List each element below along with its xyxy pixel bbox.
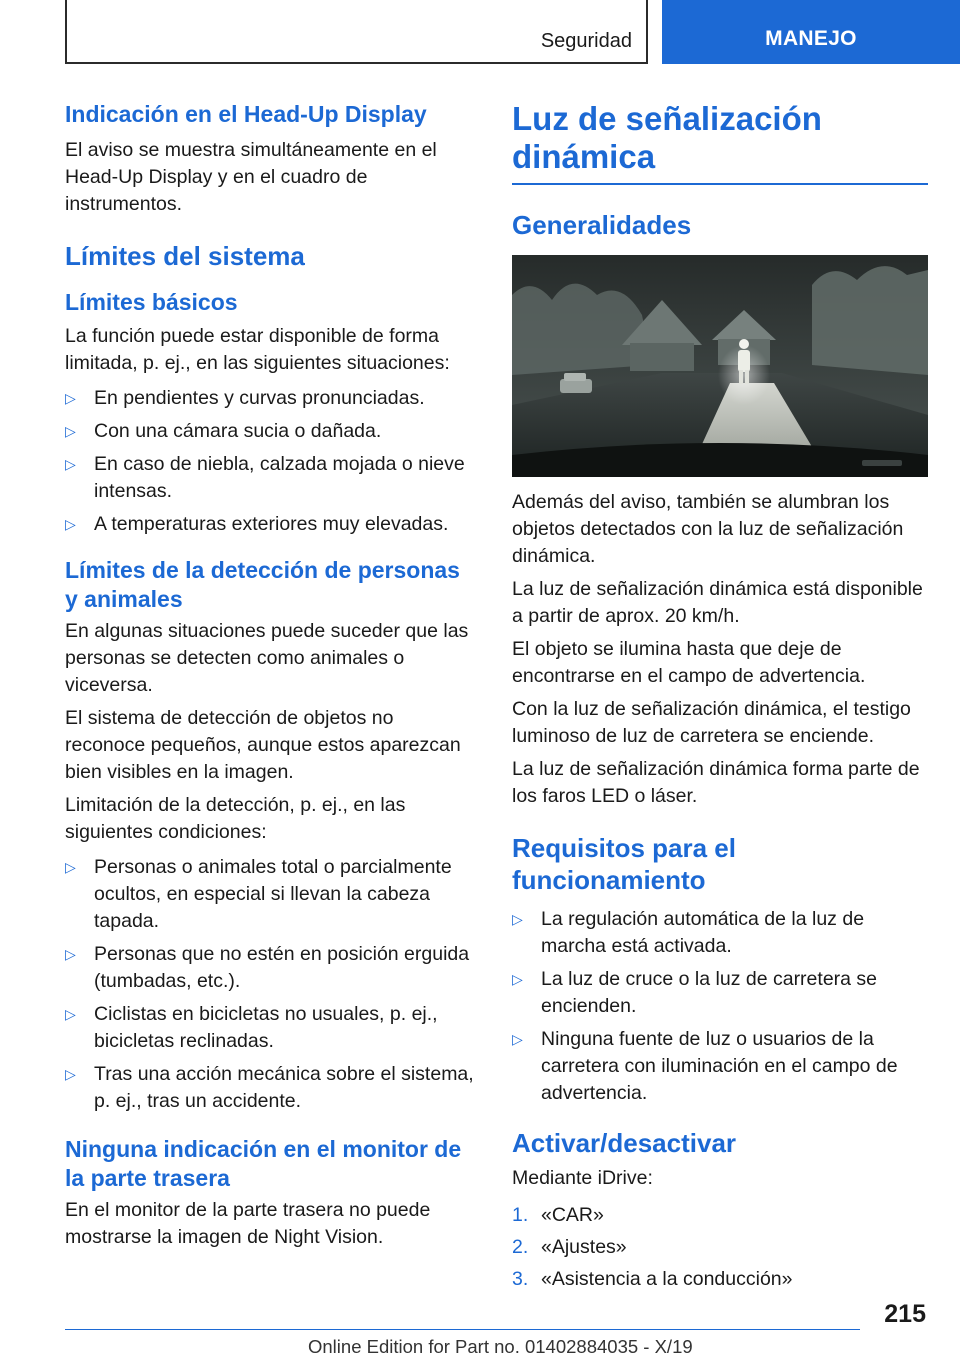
triangle-bullet-icon: ▷ [512,911,523,927]
paragraph-basic-limits: La función puede estar disponible de forma limitada, p. ej., en las siguientes situaciones: [65,325,450,374]
page-number: 215 [884,1300,926,1328]
triangle-bullet-icon: ▷ [65,390,76,406]
list-item: ▷ Tras una acción mecánica sobre el sistema, p. ej., tras un accidente. [65,1063,474,1112]
page-title: Luz de señalización dinámica [512,100,822,175]
triangle-bullet-icon: ▷ [65,946,76,962]
basic-limits-list [65,385,477,538]
list-item: 2. «Ajustes» [512,1234,928,1261]
chapter-tab: MANEJO [662,0,960,64]
detection-limits-list [65,854,477,1115]
night-vision-illustration [512,255,928,477]
running-header-box [65,0,648,64]
heading-system-limits: Límites del sistema [65,241,305,271]
paragraph-detection-1: En algunas situaciones puede suceder que las personas se detecten como animales o viceversa. [65,620,469,696]
list-item: ▷ Ciclistas en bicicletas no usuales, p. ej., bicicletas reclinadas. [65,1003,438,1052]
list-item: ▷ A temperaturas exteriores muy elevadas. [65,511,477,538]
title-rule [512,183,928,185]
footer-rule [65,1329,860,1330]
list-item: 1. «CAR» [512,1202,928,1229]
triangle-bullet-icon: ▷ [65,516,76,532]
step-number: 1. [512,1204,529,1226]
paragraph-general-4: Con la luz de señalización dinámica, el testigo luminoso de luz de carretera se enciende. [512,698,911,747]
heading-basic-limits: Límites básicos [65,289,238,315]
heading-rear-monitor: Ninguna indicación en el monitor de la parte trasera [65,1136,462,1191]
list-item: ▷ Ninguna fuente de luz o usuarios de la carretera con iluminación en el campo de advertencia. [512,1028,898,1104]
paragraph-detection-3: Limitación de la detección, p. ej., en las siguientes condiciones: [65,794,406,843]
paragraph-head-up: El aviso se muestra simultáneamente en el Head-Up Display y en el cuadro de instrumentos. [65,139,437,215]
step-number: 3. [512,1268,529,1290]
section-title: Seguridad [540,30,632,52]
paragraph-rear-monitor: En el monitor de la parte trasera no puede mostrarse la imagen de Night Vision. [65,1199,431,1248]
heading-detection-limits: Límites de la detección de personas y animales [65,557,460,612]
paragraph-general-3: El objeto se ilumina hasta que deje de encontrarse en el campo de advertencia. [512,638,866,687]
triangle-bullet-icon: ▷ [65,1066,76,1082]
triangle-bullet-icon: ▷ [65,423,76,439]
triangle-bullet-icon: ▷ [512,1031,523,1047]
list-item: ▷ Con una cámara sucia o dañada. [65,418,477,445]
triangle-bullet-icon: ▷ [512,971,523,987]
step-number: 2. [512,1236,529,1258]
paragraph-general-1: Además del aviso, también se alumbran los objetos detectados con la luz de señalización dinámica. [512,491,904,567]
list-item: ▷ La regulación automática de la luz de marcha está activada. [512,908,865,957]
list-item: ▷ En pendientes y curvas pronunciadas. [65,385,477,412]
list-item: ▷ Personas o animales total o parcialmente ocultos, en especial si llevan la cabeza tapada. [65,856,452,932]
heading-requirements: Requisitos para el funcionamiento [512,833,736,895]
list-item: ▷ La luz de cruce o la luz de carretera se encienden. [512,968,878,1017]
heading-activate: Activar/desactivar [512,1128,737,1158]
paragraph-activate: Mediante iDrive: [512,1167,653,1189]
triangle-bullet-icon: ▷ [65,1006,76,1022]
list-item: ▷ Personas que no estén en posición erguida (tumbadas, etc.). [65,943,470,992]
left-column [65,100,477,1251]
list-item: 3. «Asistencia a la conducción» [512,1266,928,1293]
triangle-bullet-icon: ▷ [65,456,76,472]
paragraph-detection-2: El sistema de detección de objetos no reconoce pequeños, aunque estos aparezcan bien visibles en la imagen. [65,707,461,783]
triangle-bullet-icon: ▷ [65,859,76,875]
paragraph-general-5: La luz de señalización dinámica forma parte de los faros LED o láser. [512,758,920,807]
requirements-list [512,906,928,1107]
right-column [512,100,928,1293]
heading-head-up-display: Indicación en el Head-Up Display [65,101,427,127]
steps-list [512,1202,928,1293]
heading-general: Generalidades [512,210,692,240]
paragraph-general-2: La luz de señalización dinámica está disponible a partir de aprox. 20 km/h. [512,578,923,627]
list-item: ▷ En caso de niebla, calzada mojada o nieve intensas. [65,453,465,502]
footer-edition: Online Edition for Part no. 01402884035 - X/19 [308,1336,693,1357]
